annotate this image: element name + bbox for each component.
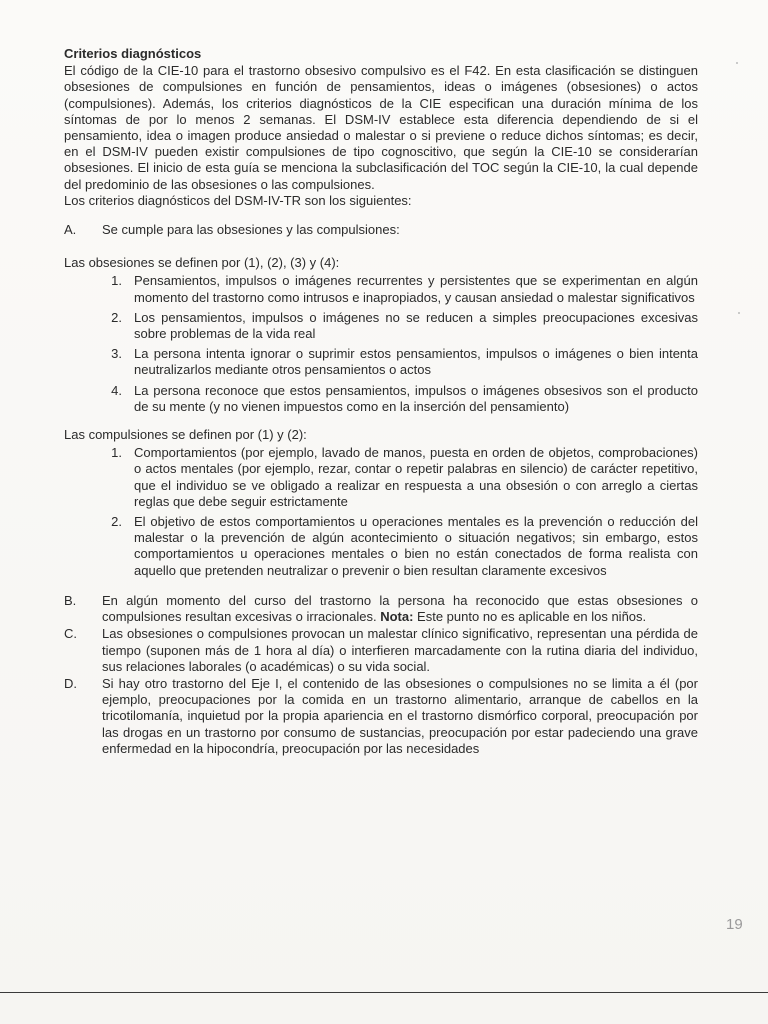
scan-edge-divider bbox=[0, 992, 768, 993]
list-item-number: 3. bbox=[111, 346, 122, 362]
list-item-text: La persona intenta ignorar o suprimir estos pensamientos, impulsos o imágenes o bien intenta neutralizarlos mediante otros pensamientos o actos bbox=[134, 346, 698, 378]
compulsions-intro: Las compulsiones se definen por (1) y (2): bbox=[64, 427, 307, 443]
note-label: Nota: bbox=[380, 609, 414, 625]
list-item bbox=[64, 346, 698, 378]
criterion-a bbox=[64, 222, 698, 238]
list-item-number: 4. bbox=[111, 382, 122, 398]
scan-speck bbox=[736, 62, 738, 64]
criteria-b-to-d bbox=[64, 593, 698, 757]
list-item-text: La persona reconoce que estos pensamientos, impulsos o imágenes obsesivos son el producto de su mente (y no vienen impuestos como en la inserción del pensamiento) bbox=[134, 382, 698, 414]
list-item bbox=[64, 514, 698, 579]
note-text: Este punto no es aplicable en los niños. bbox=[417, 609, 647, 625]
criterion-c-letter: C. bbox=[64, 626, 77, 642]
criterion-c-text: Las obsesiones o compulsiones provocan un malestar clínico significativo, representan una pérdida de tiempo (suponen más de 1 hora al día) o interfieren marcadamente con la rutina diaria del individuo, sus relaciones laborales (o académicas) o su vida social. bbox=[102, 626, 698, 674]
list-item-number: 1. bbox=[111, 273, 122, 289]
criterion-b-body bbox=[102, 593, 698, 625]
list-item-number: 2. bbox=[111, 514, 122, 530]
list-item-text: Los pensamientos, impulsos o imágenes no se reducen a simples preocupaciones excesivas sobre problemas de la vida real bbox=[134, 309, 698, 342]
criterion-d-letter: D. bbox=[64, 675, 77, 691]
list-item bbox=[64, 383, 698, 415]
list-item-text: Pensamientos, impulsos o imágenes recurrentes y persistentes que se experimentan en algún momento del trastorno como intrusos e inapropiados, y causan ansiedad o malestar significativos bbox=[134, 273, 698, 305]
list-item-number: 1. bbox=[111, 445, 122, 461]
intro-criteria-line: Los criterios diagnósticos del DSM-IV-TR son los siguientes: bbox=[64, 192, 412, 208]
obsessions-list bbox=[64, 273, 698, 415]
criterion-b bbox=[64, 593, 698, 625]
criterion-d-text: Si hay otro trastorno del Eje I, el contenido de las obsesiones o compulsiones no se limita a él (por ejemplo, preocupaciones por la comida en un trastorno alimentario, arranque de cabellos en la tricotilomanía, inquietud por la propia apariencia en el trastorno dismórfico corporal, preocupación por las drogas en un trastorno por consumo de sustancias, preocupación por estar padeciendo una grave enfermedad en la hipocondría, preocupación por las necesidades bbox=[102, 675, 698, 756]
criterion-b-text: En algún momento del curso del trastorno la persona ha reconocido que estas obsesiones o compulsiones resultan excesivas o irracionales. bbox=[102, 592, 698, 625]
criterion-b-letter: B. bbox=[64, 592, 77, 608]
criterion-a-text: Se cumple para las obsesiones y las compulsiones: bbox=[102, 222, 400, 238]
criterion-d bbox=[64, 676, 698, 757]
criterion-a-letter: A. bbox=[64, 222, 77, 238]
criterion-c bbox=[64, 626, 698, 675]
page-number: 19 bbox=[726, 916, 743, 933]
list-item-text: El objetivo de estos comportamientos u operaciones mentales es la prevención o reducción del malestar o la prevención de algún acontecimiento o situación negativos; sin embargo, estos comportamientos u operaciones mentales o bien no están conectados de forma realista con aquello que pretenden neutralizar o prevenir o bien resultan claramente excesivos bbox=[134, 514, 698, 578]
list-item bbox=[64, 310, 698, 342]
list-item-number: 2. bbox=[111, 309, 122, 325]
scan-speck bbox=[738, 312, 740, 314]
intro-paragraph: El código de la CIE-10 para el trastorno obsesivo compulsivo es el F42. En esta clasificación se distinguen obsesiones de compulsiones en función de pensamientos, ideas o imágenes (obsesiones) o actos (compulsiones). Además, los criterios diagnósticos de la CIE especifican una duración mínima de los síntomas de por lo menos 2 semanas. El DSM-IV establece esta diferencia dependiendo de si el pensamiento, idea o imagen produce ansiedad o malestar o si previene o reduce dichos síntomas; es decir, en el DSM-IV pueden existir compulsiones de tipo cognoscitivo, que según la CIE-10 se considerarían obsesiones. El inicio de esta guía se menciona la subclasificación del TOC según la CIE-10, la cual depende del predominio de las obsesiones o las compulsiones. bbox=[64, 63, 698, 192]
list-item-text: Comportamientos (por ejemplo, lavado de manos, puesta en orden de objetos, comprobaciones) o actos mentales (por ejemplo, rezar, contar o repetir palabras en silencio) de carácter repetitivo, que el individuo se ve obligado a realizar en respuesta a una obsesión o con arreglo a ciertas reglas que debe seguir estrictamente bbox=[134, 445, 698, 509]
compulsions-list bbox=[64, 445, 698, 579]
list-item bbox=[64, 445, 698, 510]
list-item bbox=[64, 273, 698, 305]
page-content bbox=[64, 46, 698, 758]
section-heading: Criterios diagnósticos bbox=[64, 46, 202, 61]
obsessions-intro: Las obsesiones se definen por (1), (2), (3) y (4): bbox=[64, 255, 340, 271]
